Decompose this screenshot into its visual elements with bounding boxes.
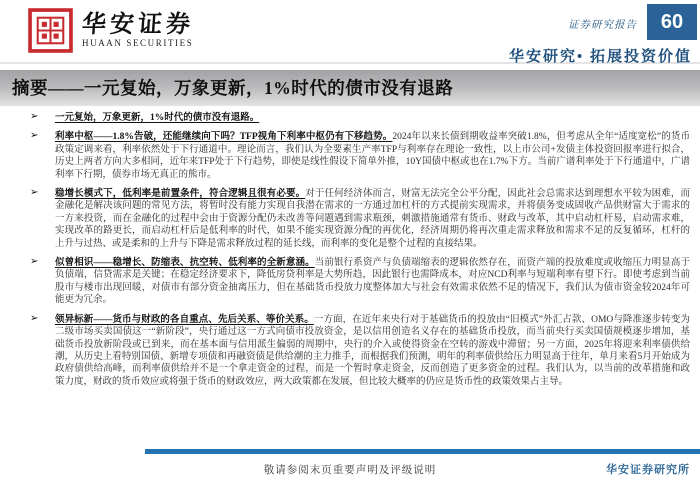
bullet-lead-text: 利率中枢——1.8%告破，还能继续向下吗？TFP视角下利率中枢仍有下移趋势。: [55, 132, 393, 143]
bullet-arrow-icon: ➢: [30, 130, 39, 142]
summary-bullet-list: [28, 112, 690, 388]
report-row: [509, 0, 700, 40]
summary-bullet: [28, 131, 690, 181]
footer-institute: 华安证券研究所: [606, 464, 690, 476]
summary-bullet: [28, 112, 690, 124]
bullet-body-text: 一方面，在近年来央行对于基础货币的投放由“旧模式”外汇占款、OMO与降准逐步转变为二级市场买卖国债这一“新阶段”，央行通过这一方式向债市投放资金，是以信用创造名义存在的基础货币投放，而当前央行买卖国债规模逐步增加，基础货币投放新阶段或已到来，而在基本面与信用派生偏弱的周期中，央行的介入或使得资金在空转的游戏中滞留；另一方面，2025年将迎来利率债供给潮，从历史上看特别国债、新增专项债和再融资债是供给潮的主力推手，而根据我们预测，明年的利率债供给压力明显高于往年，单月来看5月开始成为政府债供给高峰，而利率债供给并不是一个拿走资金的过程，而是一个暂时拿走资金，反而创造了更多资金的过程。我们认为，以当前的改革措施和政策力度，财政的货币效应或将强于货币的财政效应，两大政策都在发展，但比较大概率的仍应是货币性的政策效果占主导。: [55, 314, 690, 387]
bullet-lead-text: 似曾相识——稳增长、防缩表、抗空转、低利率的全新意涵。: [55, 258, 315, 269]
slide-footer: [0, 449, 700, 485]
bullet-arrow-icon: ➢: [30, 312, 39, 324]
footer-disclaimer: 敬请参阅末页重要声明及评级说明: [263, 465, 437, 476]
header-right: [509, 0, 700, 66]
slide-header: [0, 0, 700, 64]
page-title: 摘要——一元复始，万象更新，1%时代的债市没有退路: [12, 77, 454, 98]
report-type-label: 证券研究报告: [568, 19, 637, 31]
summary-bullet: [28, 257, 690, 307]
bullet-arrow-icon: ➢: [30, 187, 39, 199]
summary-bullet: [28, 188, 690, 250]
bullet-body-text: 2024年以来长债到期收益率突破1.8%，但考虑从全年“适度宽松”的货币政策定调来看，利率依然处于下行通道中。理论而言，我们认为全要素生产率TFP与利率存在理论一致性，以上市公司+发债主体投资回报率进行拟合，历史上两者方向大多相同，近年来TFP处于下行趋势，即使是线性假设下简单外推，10Y国债中枢或也在1.7%下方。当前广谱利率处于下行通道中，广谱利率下行期，债券市场无真正的熊市。: [55, 132, 690, 180]
bullet-arrow-icon: ➢: [30, 111, 39, 122]
page-number-badge: 60: [647, 4, 697, 40]
summary-content: [28, 112, 690, 395]
huaan-seal-icon: [28, 8, 73, 53]
bullet-lead-text: 领异标新——货币与财政的各自重点、先后关系、等价关系。: [55, 314, 314, 325]
bullet-lead-text: 一元复始，万象更新，1%时代的债市没有退路。: [55, 113, 260, 123]
bullet-body-text: 当前银行系资产与负债端缩表的逻辑依然存在，而资产端的投放难度或收缩压力明显高于负债端，信贷需求是关键；在稳定经济要求下，降低房贷利率是大势所趋，因此银行也需降成本，对应NCD利率与短端利率有望下行。即使考虑到当前股市与楼市出现回暖，对债市有部分资金抽离压力，但在基础货币投放力度整体加大与社会有效需求依然不足的情况下，我们认为债市资金较2024年可能更为冗余。: [55, 258, 690, 306]
logo-text: [82, 12, 194, 49]
summary-bullet: [28, 314, 690, 388]
logo-name-cn: 华安证券: [81, 12, 195, 38]
title-band: [0, 70, 700, 106]
logo-name-en: HUAAN SECURITIES: [82, 38, 194, 48]
bullet-arrow-icon: ➢: [30, 256, 39, 268]
footer-accent-bar: [145, 449, 700, 454]
bullet-body-text: 对于任何经济体而言，财富无法完全公平分配，因此社会总需求达到理想水平较为困难，而金融化是解决该问题的常见方法，将暂时没有能力实现自我潜在需求的一方通过加杠杆的方式提前实现需求，并将债务变成固收产品供财富大于需求的一方来投资，而在金融化的过程中会由于资源分配仍未改善等问题遇到需求瓶颈，刺激措施通常有货币、财政与改革，其中启动杠杆易，启动需求难，实现改革的路更长，而启动杠杆后是低利率的时代，如果不能实现资源分配的再优化，经济周期仍将再次重走需求释放和需求不足的反复循环，杠杆的上升与过热、或是柔和的上升与下降是需求释放过程的延长线，而利率的变化是整个过程的直接结果。: [55, 189, 690, 249]
huaan-logo: [28, 8, 194, 53]
bullet-lead-text: 稳增长模式下，低利率是前置条件，符合逻辑且很有必要。: [55, 189, 306, 200]
brand-tagline: 华安研究• 拓展投资价值: [508, 49, 692, 65]
